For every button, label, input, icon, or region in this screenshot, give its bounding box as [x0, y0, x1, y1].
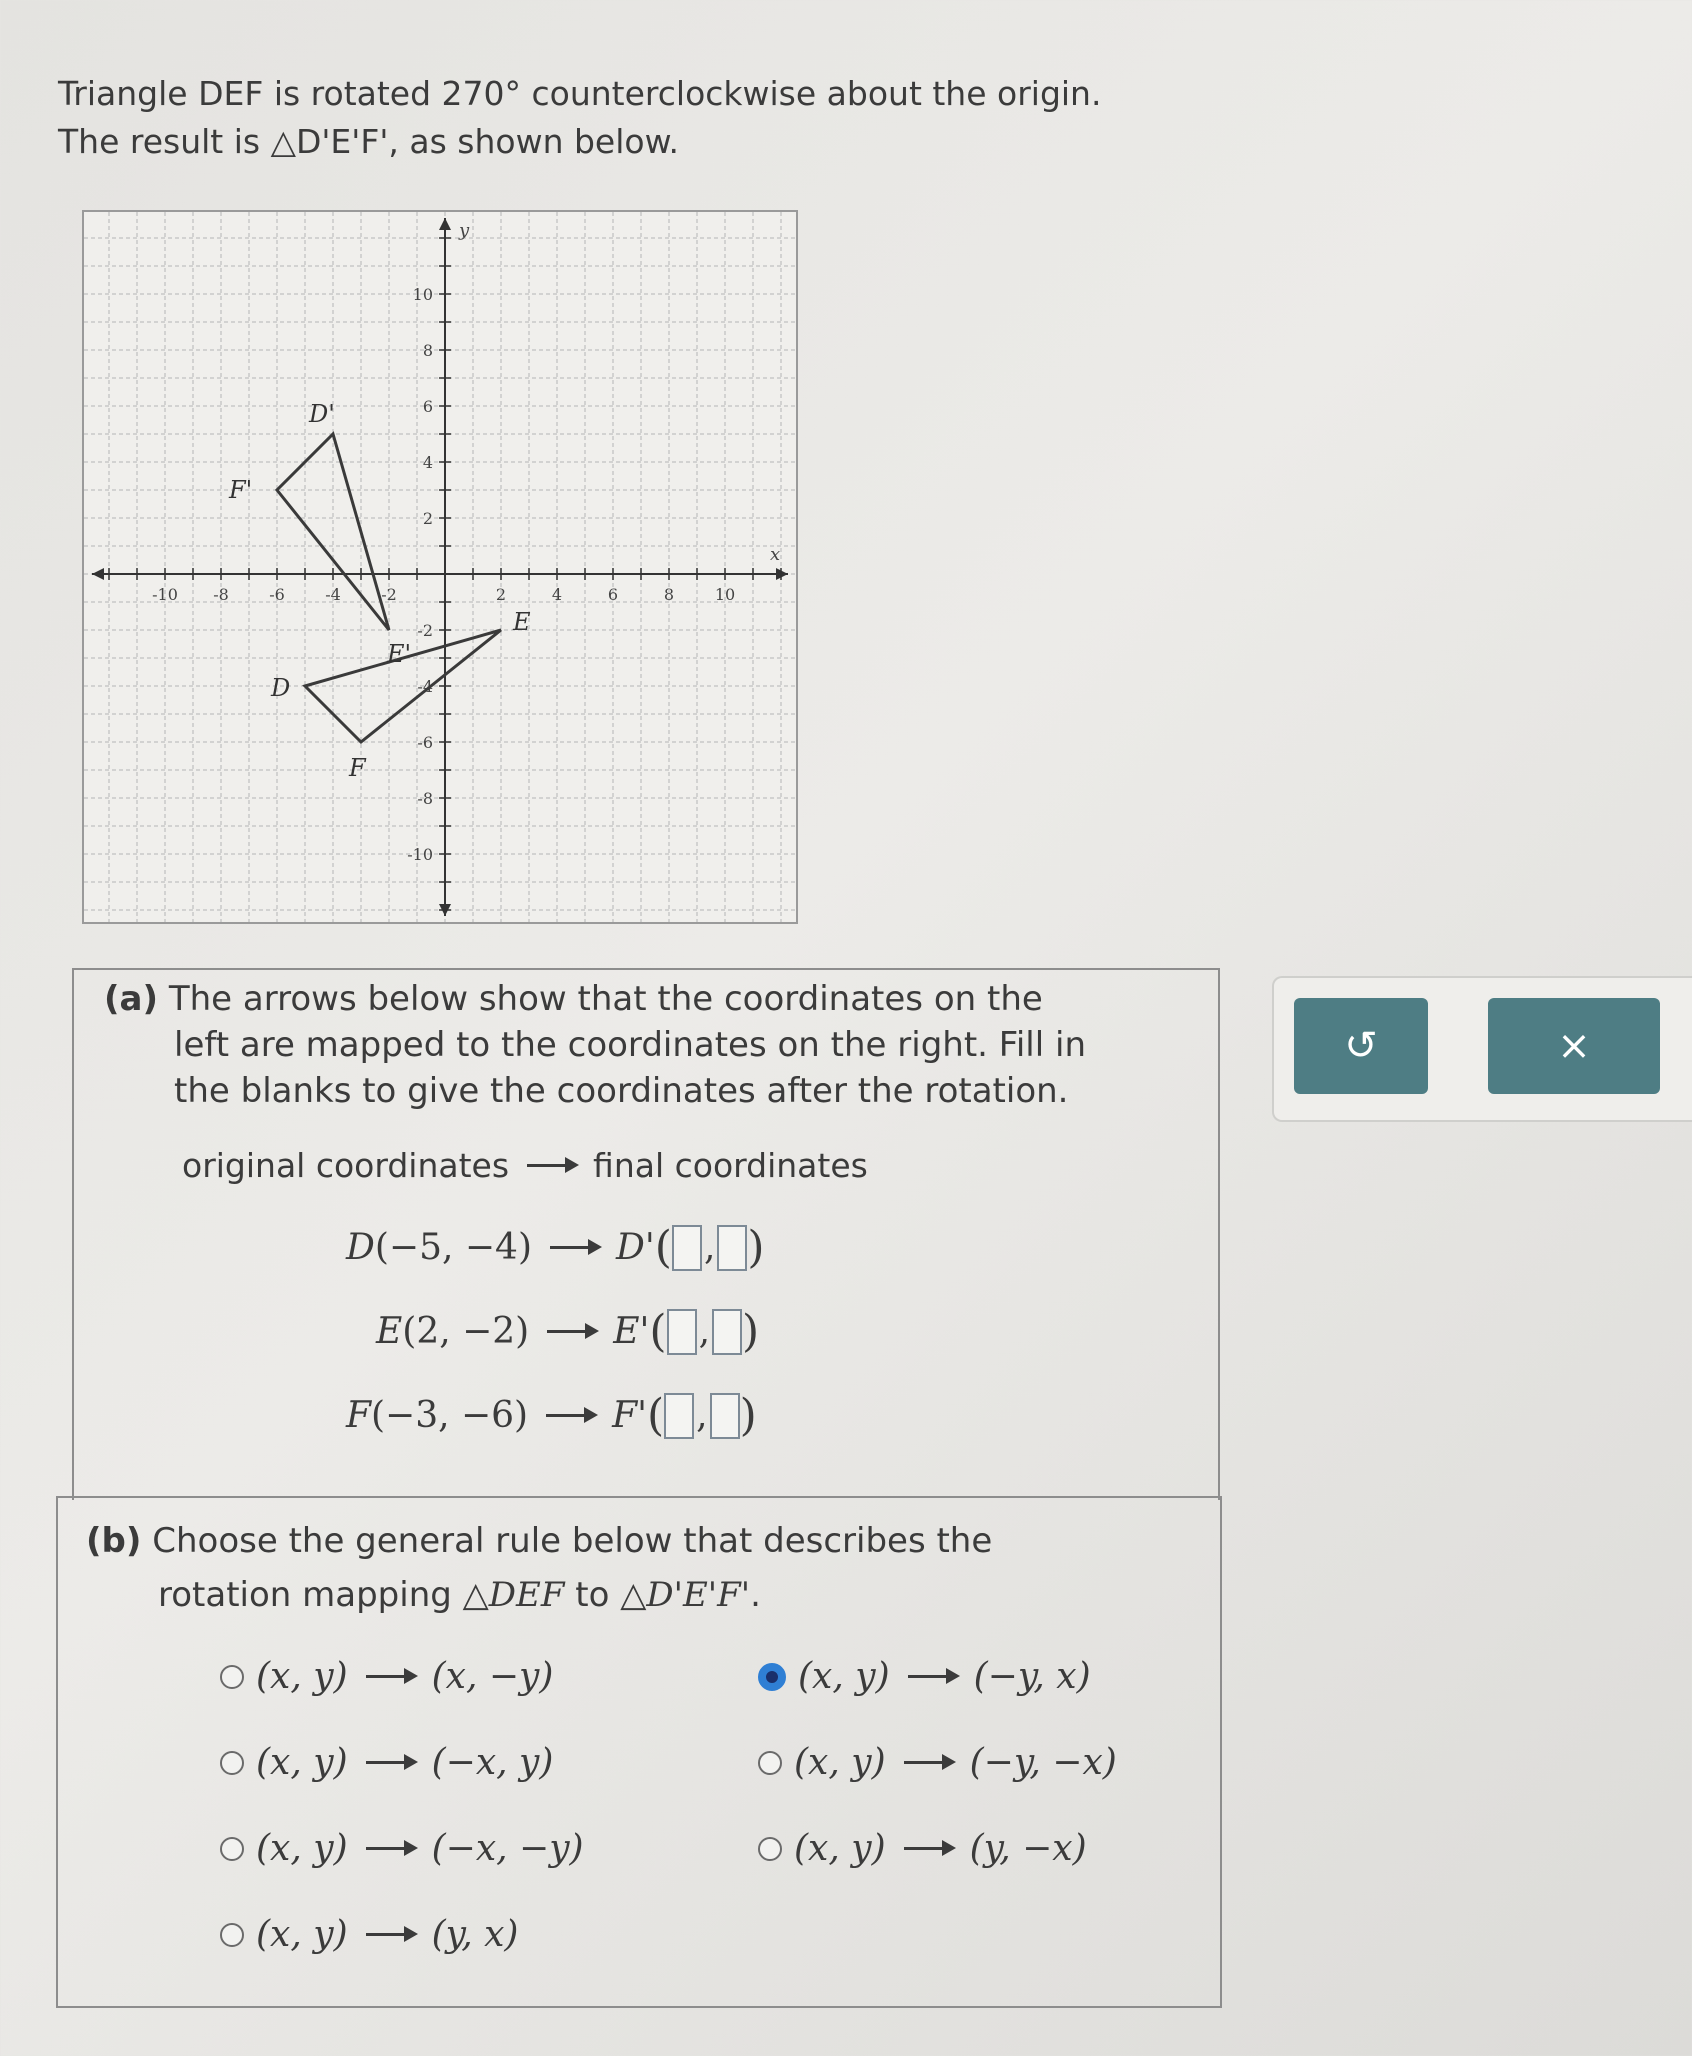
x-axis-label: x — [770, 544, 781, 565]
rule-option-5[interactable] — [220, 1828, 584, 1869]
rule-arrow-icon — [908, 1675, 956, 1678]
y-tick-label: -4 — [417, 677, 433, 696]
f-prime-y-input[interactable] — [710, 1393, 740, 1439]
part-a-text-3: the blanks to give the coordinates after the rotation. — [174, 1071, 1069, 1111]
x-tick-label: 4 — [551, 585, 563, 604]
e-prime-x-input[interactable] — [667, 1309, 697, 1355]
orig-point-name: D — [346, 1227, 375, 1268]
mapping-row-d: D (−5, −4) D' ( , ) — [346, 1222, 765, 1273]
radio-selected-icon[interactable] — [758, 1663, 786, 1691]
image-point-name: F' — [612, 1395, 647, 1436]
triangle-def-prime: △D'E'F' — [620, 1575, 751, 1615]
part-b-text-2-mid: to — [564, 1575, 621, 1615]
y-tick-label: 10 — [412, 285, 433, 304]
y-tick-label: -8 — [417, 789, 433, 808]
y-tick-label: -6 — [417, 733, 433, 752]
image-point-name: D' — [616, 1227, 655, 1268]
rule-option-1[interactable] — [220, 1656, 553, 1697]
rule-option-7[interactable] — [220, 1914, 518, 1955]
part-a-text-2: left are mapped to the coordinates on the right. Fill in — [174, 1025, 1086, 1065]
map-arrow-icon — [550, 1246, 598, 1249]
y-tick-label: 6 — [422, 397, 433, 416]
vertex-label-f-prime: F' — [229, 476, 253, 504]
intro-line-1: Triangle DEF is rotated 270° counterclockwise about the origin. — [58, 74, 1102, 113]
part-a-tag: (a) — [104, 979, 159, 1019]
part-b-text-1: Choose the general rule below that describes the — [152, 1521, 993, 1561]
x-tick-label: -4 — [325, 585, 341, 604]
rule-from: (x, y) — [794, 1742, 886, 1783]
y-axis-label: y — [459, 220, 470, 241]
y-tick-label: 8 — [422, 341, 433, 360]
y-tick-label: -2 — [417, 621, 433, 640]
rule-arrow-icon — [904, 1847, 952, 1850]
vertex-label-e-prime: E' — [387, 640, 412, 668]
y-tick-label: 2 — [422, 509, 433, 528]
x-tick-label: -2 — [381, 585, 397, 604]
radio-icon[interactable] — [220, 1837, 244, 1861]
x-tick-label: 8 — [663, 585, 675, 604]
x-tick-label: -6 — [269, 585, 285, 604]
triangle-def: △DEF — [462, 1575, 565, 1615]
radio-icon[interactable] — [758, 1837, 782, 1861]
y-tick-label: -10 — [407, 845, 433, 864]
coordinate-graph — [82, 210, 798, 924]
part-b-text-2-pre: rotation mapping — [158, 1575, 463, 1615]
rule-option-6[interactable] — [758, 1828, 1087, 1869]
orig-point-coords: (2, −2) — [402, 1311, 530, 1352]
y-axis-arrow-icon — [439, 218, 451, 230]
graph-canvas — [84, 212, 796, 922]
rule-option-2[interactable] — [758, 1656, 1091, 1697]
x-axis-arrow-icon — [776, 568, 788, 580]
rule-to: (−x, −y) — [431, 1828, 584, 1869]
rule-to: (−x, y) — [431, 1742, 554, 1783]
map-arrow-icon — [547, 1330, 595, 1333]
x-axis-arrow-icon — [92, 568, 104, 580]
rule-from: (x, y) — [794, 1828, 886, 1869]
undo-button[interactable] — [1294, 998, 1428, 1094]
d-prime-x-input[interactable] — [672, 1225, 702, 1271]
x-tick-label: 2 — [495, 585, 507, 604]
f-prime-x-input[interactable] — [664, 1393, 694, 1439]
rule-option-4[interactable] — [758, 1742, 1117, 1783]
orig-point-name: E — [376, 1311, 403, 1352]
vertex-label-d-prime: D' — [309, 400, 335, 428]
rule-option-3[interactable] — [220, 1742, 553, 1783]
rule-from: (x, y) — [798, 1656, 890, 1697]
mapping-caption — [182, 1146, 868, 1185]
orig-point-name: F — [346, 1395, 371, 1436]
rule-to: (x, −y) — [431, 1656, 554, 1697]
part-b-text-2 — [158, 1572, 761, 1618]
rule-to: (y, −x) — [969, 1828, 1087, 1869]
part-b-panel — [56, 1496, 1222, 2008]
map-arrow-icon — [546, 1414, 594, 1417]
x-tick-label: -8 — [213, 585, 229, 604]
rule-to: (y, x) — [431, 1914, 519, 1955]
rule-from: (x, y) — [256, 1656, 348, 1697]
caption-original: original coordinates — [182, 1146, 510, 1185]
vertex-label-d: D — [271, 674, 291, 702]
mapping-row-e: E (2, −2) E' ( , ) — [376, 1306, 760, 1357]
image-point-name: E' — [613, 1311, 650, 1352]
intro-line-2: The result is △D'E'F', as shown below. — [58, 122, 680, 161]
rule-arrow-icon — [366, 1933, 414, 1936]
undo-icon: ↺ — [1344, 1023, 1378, 1069]
rule-from: (x, y) — [256, 1828, 348, 1869]
vertex-label-f: F — [349, 754, 366, 782]
part-a-question — [104, 976, 1043, 1022]
part-a-panel — [72, 968, 1220, 1500]
rule-to: (−y, x) — [973, 1656, 1091, 1697]
caption-final: final coordinates — [593, 1146, 868, 1185]
radio-icon[interactable] — [220, 1751, 244, 1775]
x-tick-label: -10 — [152, 585, 178, 604]
rule-from: (x, y) — [256, 1914, 348, 1955]
rule-arrow-icon — [366, 1761, 414, 1764]
vertex-label-e: E — [513, 608, 531, 636]
orig-point-coords: (−3, −6) — [370, 1395, 529, 1436]
rule-to: (−y, −x) — [969, 1742, 1117, 1783]
part-a-text-1: The arrows below show that the coordinates on the — [168, 979, 1043, 1019]
caption-arrow-icon — [527, 1164, 575, 1167]
radio-icon[interactable] — [220, 1923, 244, 1947]
d-prime-y-input[interactable] — [717, 1225, 747, 1271]
e-prime-y-input[interactable] — [712, 1309, 742, 1355]
x-tick-label: 10 — [714, 585, 736, 604]
answer-toolbar — [1272, 976, 1692, 1122]
rule-arrow-icon — [366, 1675, 414, 1678]
x-tick-label: 6 — [607, 585, 619, 604]
rule-from: (x, y) — [256, 1742, 348, 1783]
close-icon: × — [1557, 1023, 1591, 1069]
mapping-row-f: F (−3, −6) F' ( , ) — [346, 1390, 757, 1441]
rule-arrow-icon — [366, 1847, 414, 1850]
clear-button[interactable] — [1488, 998, 1660, 1094]
y-tick-label: 4 — [422, 453, 433, 472]
orig-point-coords: (−5, −4) — [374, 1227, 532, 1268]
part-b-question — [86, 1518, 992, 1564]
radio-icon[interactable] — [220, 1665, 244, 1689]
radio-icon[interactable] — [758, 1751, 782, 1775]
part-b-text-2-end: . — [750, 1575, 761, 1615]
problem-intro — [58, 70, 1101, 166]
rule-arrow-icon — [904, 1761, 952, 1764]
part-b-tag: (b) — [86, 1521, 142, 1561]
